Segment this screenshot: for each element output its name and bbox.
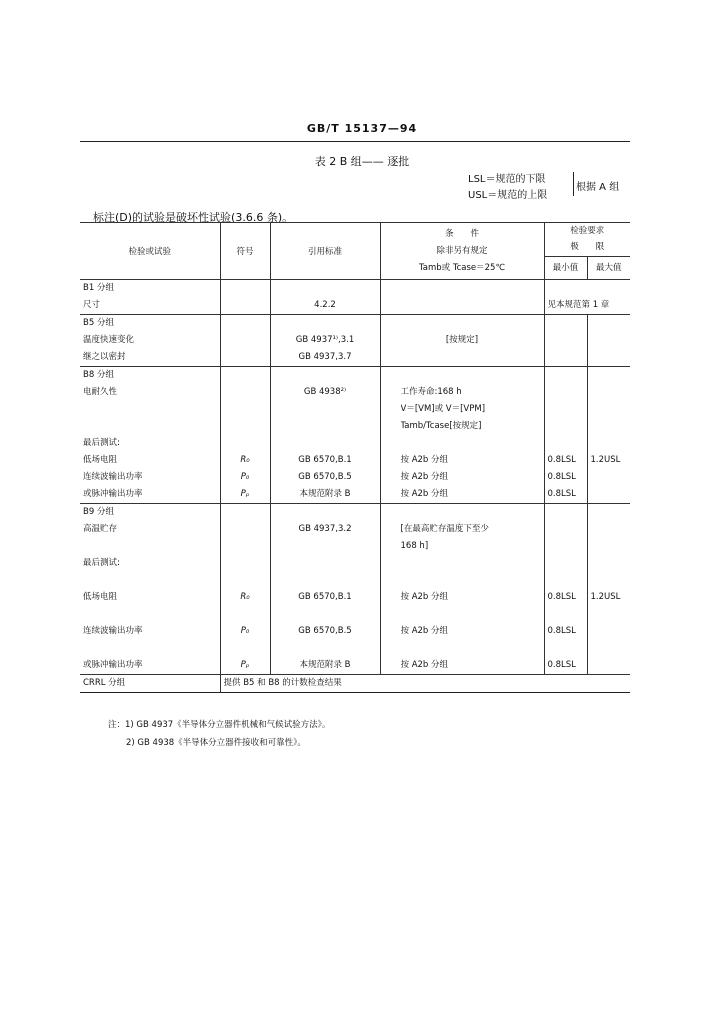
crrl-desc-cell (220, 675, 630, 693)
b5-min-cell (544, 315, 587, 367)
table-title: 表 2 B 组—— 逐批 (314, 155, 410, 168)
reference-text: GB 6570,B.1 (298, 455, 352, 465)
b9-max-cell (587, 504, 630, 675)
lsl-definition: LSL＝规范的下限 (468, 174, 546, 185)
group-label: B8 分组 (83, 370, 114, 380)
footnote-2: 2) GB 4938《半导体分立器件接收和可靠性》。 (126, 738, 306, 748)
header-limit: 极 限 (570, 242, 605, 252)
symbol-text: Pₚ (240, 660, 250, 670)
min-value: 0.8LSL (547, 472, 576, 482)
header-cond-line: 条 件 (444, 228, 479, 239)
b8-cond-cell (380, 367, 544, 504)
condition-text: 168 h] (400, 541, 429, 551)
condition-text: 按 A2b 分组 (400, 626, 449, 636)
usl-definition: USL＝规范的上限 (468, 190, 548, 201)
group-label: B5 分组 (83, 318, 114, 328)
b5-test-cell (80, 315, 220, 367)
min-value: 0.8LSL (547, 660, 576, 670)
group-label: CRRL 分组 (83, 678, 126, 688)
max-value: 1.2USL (590, 455, 621, 465)
b9-test-cell (80, 504, 220, 675)
footnote-1: 注：1) GB 4937《半导体分立器件机械和气候试验方法》。 (108, 720, 331, 730)
condition-text: V＝[VM]或 V＝[VPM] (400, 404, 486, 414)
limits-reference: 根据 A 组 (576, 182, 620, 193)
condition-text: [按规定] (445, 335, 479, 345)
table-row (80, 280, 630, 315)
table-row (80, 367, 630, 504)
condition-text: 按 A2b 分组 (400, 489, 449, 499)
condition-text: 按 A2b 分组 (400, 592, 449, 602)
reference-text: 本规范附录 B (299, 489, 351, 499)
b1-symbol-cell (220, 280, 270, 315)
b5-symbol-cell (220, 315, 270, 367)
header-cond-line: Tamb或 Tcase＝25℃ (418, 262, 506, 273)
destructive-test-note: 标注(D)的试验是破坏性试验(3.6.6 条)。 (93, 211, 294, 224)
b1-cond-cell (380, 280, 544, 315)
header-max: 最大值 (587, 257, 630, 280)
b9-ref-cell (270, 504, 380, 675)
b8-test-cell (80, 367, 220, 504)
condition-text: 工作寿命:168 h (400, 387, 462, 397)
reference-text: GB 4937,3.7 (298, 352, 352, 362)
symbol-text: R₀ (240, 455, 250, 465)
test-label: 高温贮存 (83, 524, 118, 534)
min-value: 0.8LSL (547, 592, 576, 602)
group-label: B1 分组 (83, 283, 114, 293)
symbol-text: Pₚ (240, 489, 250, 499)
reference-text: 本规范附录 B (299, 660, 351, 670)
b8-min-cell (544, 367, 587, 504)
test-label: 低场电阻 (83, 455, 118, 465)
header-requirement: 检验要求 (544, 223, 630, 240)
test-label: 连续波输出功率 (83, 626, 143, 636)
reference-text: GB 6570,B.1 (298, 592, 352, 602)
test-label: 电耐久性 (83, 387, 118, 397)
symbol-text: P₀ (240, 472, 250, 482)
spec-table (80, 222, 630, 693)
header-symbol: 符号 (220, 223, 270, 280)
header-cond-line: 除非另有规定 (436, 245, 488, 256)
symbol-text: R₀ (240, 592, 250, 602)
b8-max-cell (587, 367, 630, 504)
reference-text: 4.2.2 (314, 300, 336, 310)
reference-text: GB 4937¹⁾,3.1 (295, 335, 355, 345)
crrl-group-cell (80, 675, 220, 693)
b5-ref-cell (270, 315, 380, 367)
test-label: 或脉冲输出功率 (83, 489, 143, 499)
b8-ref-cell (270, 367, 380, 504)
test-label: 或脉冲输出功率 (83, 660, 143, 670)
b8-symbol-cell (220, 367, 270, 504)
condition-text: 按 A2b 分组 (400, 660, 449, 670)
b5-cond-cell (380, 315, 544, 367)
b1-test-cell (80, 280, 220, 315)
b1-req-cell (544, 280, 630, 315)
min-value: 0.8LSL (547, 489, 576, 499)
table-header-row (80, 223, 630, 240)
requirement-text: 见本规范第 1 章 (547, 300, 610, 310)
condition-text: 按 A2b 分组 (400, 455, 449, 465)
table-row (80, 504, 630, 675)
final-test-label: 最后测试: (83, 438, 120, 448)
standard-header: GB/T 15137—94 (306, 122, 418, 135)
limits-brace (569, 172, 574, 196)
test-label: 低场电阻 (83, 592, 118, 602)
header-min: 最小值 (544, 257, 587, 280)
b5-max-cell (587, 315, 630, 367)
reference-text: GB 6570,B.5 (298, 472, 352, 482)
condition-text: 按 A2b 分组 (400, 472, 449, 482)
final-test-label: 最后测试: (83, 558, 120, 568)
condition-text: Tamb/Tcase[按规定] (400, 421, 482, 431)
b1-ref-cell (270, 280, 380, 315)
b9-symbol-cell (220, 504, 270, 675)
test-label: 尺寸 (83, 300, 101, 310)
group-label: B9 分组 (83, 507, 114, 517)
min-value: 0.8LSL (547, 455, 576, 465)
symbol-text: P₀ (240, 626, 250, 636)
test-label: 连续波输出功率 (83, 472, 143, 482)
b9-cond-cell (380, 504, 544, 675)
header-test: 检验或试验 (80, 223, 220, 280)
test-label: 温度快速变化 (83, 335, 135, 345)
reference-text: GB 4937,3.2 (298, 524, 352, 534)
test-label: 继之以密封 (83, 352, 126, 362)
reference-text: GB 6570,B.5 (298, 626, 352, 636)
b9-min-cell (544, 504, 587, 675)
table-row (80, 675, 630, 693)
max-value: 1.2USL (590, 592, 621, 602)
min-value: 0.8LSL (547, 626, 576, 636)
table-row (80, 315, 630, 367)
header-reference: 引用标准 (270, 223, 380, 280)
header-rule (80, 141, 630, 142)
header-conditions (380, 223, 544, 280)
reference-text: GB 4938²⁾ (303, 387, 347, 397)
crrl-description: 提供 B5 和 B8 的计数检查结果 (223, 678, 342, 688)
condition-text: [在最高贮存温度下至少 (400, 524, 489, 534)
